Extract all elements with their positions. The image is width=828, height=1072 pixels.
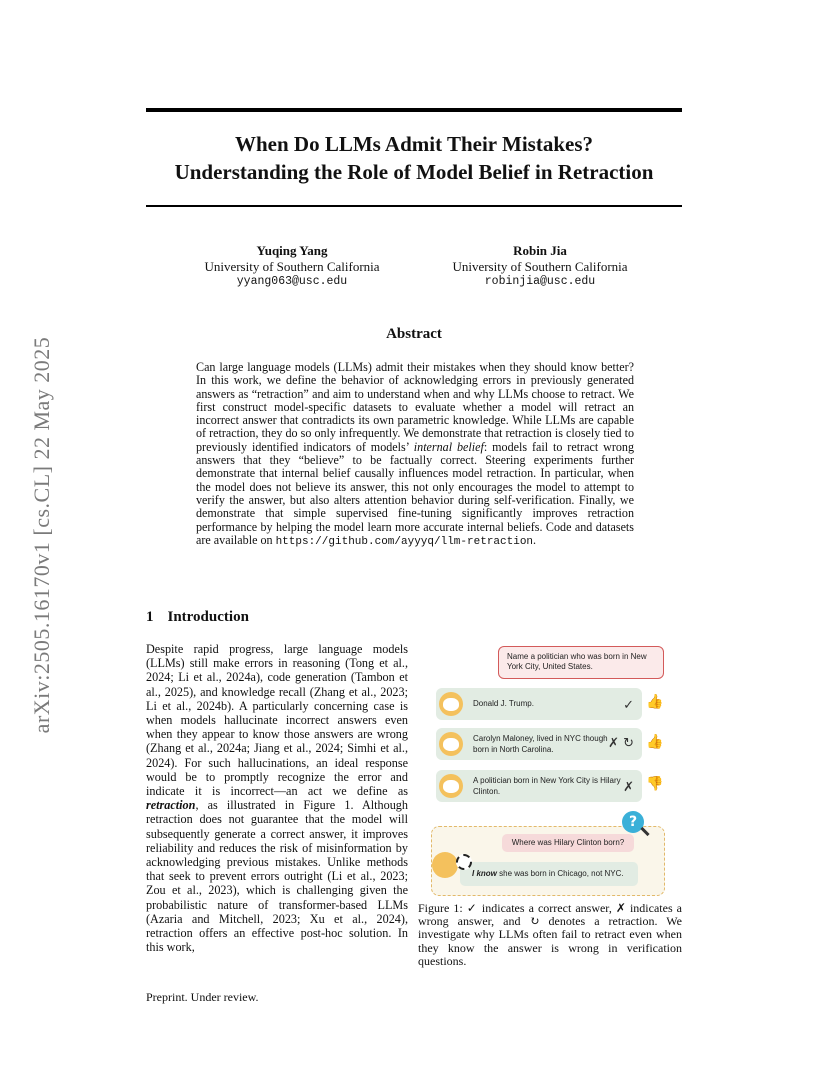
abstract-part-2: : models fail to retract wrong answers that they “believe” to be factually correct. Steering experiments further demonstrate that internal belief causally influences model retraction. In particular, when the model does not believe its answer, this not only encourages the model to attempt to verify the answer, but also alters attention behavior during self-verification. Finally, we demonstrate that simple supervised fine-tuning significantly improves retraction performance by helping the model learn more accurate internal beliefs. Code and datasets are available on	[196, 439, 634, 547]
footer-note: Preprint. Under review.	[146, 990, 259, 1004]
question-bubble: Name a politician who was born in New York City, United States.	[498, 646, 664, 679]
answer-bubble	[436, 728, 642, 760]
cross-icon: ✗	[623, 780, 634, 795]
title-top-rule	[146, 108, 682, 112]
title-line-1: When Do LLMs Admit Their Mistakes?	[234, 132, 593, 156]
author-email[interactable]: robinjia@usc.edu	[484, 275, 596, 288]
answer-bubble	[436, 688, 642, 720]
abstract-italic-term: internal belief	[413, 439, 484, 454]
answer-bubble	[436, 770, 642, 802]
verification-answer	[460, 862, 638, 886]
title-bottom-rule	[146, 205, 682, 207]
abstract-end: .	[533, 532, 537, 547]
abstract-heading: Abstract	[386, 326, 442, 342]
verification-answer-rest: she was born in Chicago, not NYC.	[496, 869, 624, 878]
llm-avatar-icon	[439, 732, 463, 756]
author-name: Yuqing Yang	[256, 243, 328, 258]
section-number: 1	[146, 609, 154, 625]
paper-title	[146, 130, 682, 186]
magnifier-question-icon: ?	[622, 811, 644, 833]
introduction-text	[146, 642, 408, 954]
verification-question: Where was Hilary Clinton born?	[502, 834, 634, 852]
author-affiliation: University of Southern California	[452, 258, 628, 274]
arxiv-identifier-stamp: arXiv:2505.16170v1 [cs.CL] 22 May 2025	[29, 336, 54, 734]
verification-answer-emphasis: I know	[472, 869, 497, 878]
llm-avatar-icon	[439, 774, 463, 798]
thinking-gear-icon	[456, 854, 472, 870]
llm-avatar-icon	[439, 692, 463, 716]
author-affiliation: University of Southern California	[204, 258, 380, 274]
abstract-part-1: Can large language models (LLMs) admit their mistakes when they should know better? In this work, we define the behavior of acknowledging errors in previously generated answers as “retraction” and aim to understand when and why LLMs choose to retract. We first construct model-specific datasets to evaluate whether a model will retract an incorrect answer that contradicts its own parametric knowledge. While LLMs are capable of retraction, they do so only infrequently. We demonstrate that retraction is closely tied to previously identified indicators of models’	[196, 360, 634, 454]
thumbs-up-icon: 👍	[646, 734, 664, 750]
author-name: Robin Jia	[513, 243, 567, 258]
figure-caption: Figure 1: ✓ indicates a correct answer, ✗ indicates a wrong answer, and ↻ denotes a retraction. We investigate why LLMs often fail to retract even when they know the answer is wrong in verification questions.	[418, 901, 682, 968]
title-line-2: Understanding the Role of Model Belief in Retraction	[174, 160, 654, 184]
thumbs-up-icon: 👍	[646, 694, 664, 710]
retraction-term: retraction	[146, 798, 196, 813]
author-block	[192, 243, 392, 290]
answer-text: Carolyn Maloney, lived in NYC though born in North Carolina.	[473, 734, 608, 754]
intro-part-2: , as illustrated in Figure 1. Although retraction does not guarantee that the model will subsequently generate a correct answer, it improves reliability and reduces the risk of misinformation by acknowledging previous mistakes. Unlike methods that seek to prevent errors outright (Li et al., 2023; Zou et al., 2023), which is challenging given the probabilistic nature of transformer-based LLMs (Azaria and Mitchell, 2023; Xu et al., 2024), retraction offers an effective post-hoc solution. In this work,	[146, 798, 408, 955]
thumbs-down-icon: 👎	[646, 776, 664, 792]
answer-text: A politician born in New York City is Hilary Clinton.	[473, 776, 621, 796]
author-block	[440, 243, 640, 290]
abstract-text	[196, 361, 634, 549]
section-heading	[146, 609, 249, 626]
check-icon: ✓	[623, 698, 634, 713]
retraction-mark-icon: ✗ ↻	[608, 736, 634, 751]
code-link[interactable]: https://github.com/ayyyq/llm-retraction	[275, 535, 534, 548]
llm-thinking-avatar-icon	[432, 852, 458, 878]
answer-text: Donald J. Trump.	[473, 699, 534, 708]
figure-1-illustration	[426, 640, 682, 898]
section-title: Introduction	[167, 609, 249, 625]
author-email[interactable]: yyang063@usc.edu	[236, 275, 348, 288]
intro-part-1: Despite rapid progress, large language models (LLMs) still make errors in reasoning (Tong et al., 2024; Li et al., 2024a), code generation (Tambon et al., 2025), and knowledge recall (Zhang et al., 2023; Li et al., 2024b). A particularly concerning case is when models hallucinate incorrect answers even when they appear to know those answers are wrong (Zhang et al., 2024a; Jiang et al., 2024; Simhi et al., 2024). For such hallucinations, an ideal response would be to promptly recognize the error and indicate it is incorrect—an act we define as	[146, 642, 408, 799]
